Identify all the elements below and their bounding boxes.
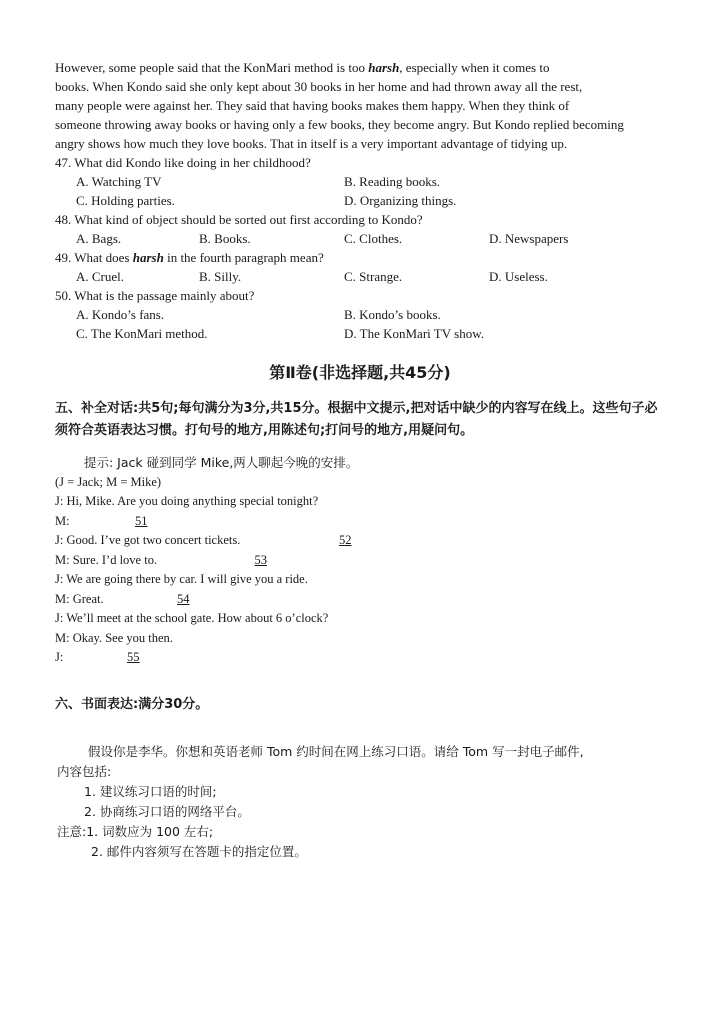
section-5-heading: 五、补全对话:共5句;每句满分为3分,共15分。根据中文提示,把对话中缺少的内容写在线上。这些句子必须符合英语表达习惯。打句号的地方,用陈述句;打问号的地方,用疑问句。	[55, 401, 658, 438]
dialogue-line-3: J: Good. I’ve got two concert tickets. 52	[55, 531, 240, 550]
question-50-stem: 50. What is the passage mainly about?	[55, 288, 255, 303]
writing-prompt-line-1: 假设你是李华。你想和英语老师 Tom 约时间在网上练习口语。请给 Tom 写一封电子邮件,	[88, 744, 584, 759]
q50-option-b[interactable]: B. Kondo’s books.	[344, 307, 441, 322]
dialogue-line-9: J: 55	[55, 648, 63, 667]
section-5-hint: 提示: Jack 碰到同学 Mike,两人聊起今晚的安排。	[84, 455, 359, 470]
section-6-heading: 六、书面表达:满分30分。	[55, 697, 209, 712]
dialogue-line-8: M: Okay. See you then.	[55, 631, 173, 645]
dialogue-line-1: J: Hi, Mike. Are you doing anything special tonight?	[55, 494, 319, 508]
writing-item-2: 2. 协商练习口语的网络平台。	[84, 804, 250, 819]
q48-option-b[interactable]: B. Books.	[199, 231, 251, 246]
q48-option-a[interactable]: A. Bags.	[76, 231, 122, 246]
passage-line-5: angry shows how much they love books. That in itself is a very important advantage of tidying up.	[55, 136, 568, 151]
q48-option-c[interactable]: C. Clothes.	[344, 231, 403, 246]
q47-option-b[interactable]: B. Reading books.	[344, 174, 441, 189]
passage-line-3: many people were against her. They said that having books makes them happy. When they think of	[55, 98, 570, 113]
note-1: 1. 词数应为 100 左右;	[86, 824, 214, 839]
passage-line-4: someone throwing away books or having only a few books, they become angry. But Kondo replied becoming	[55, 117, 624, 132]
writing-notes	[57, 822, 213, 842]
q47-option-c[interactable]: C. Holding parties.	[76, 193, 175, 208]
q48-option-d[interactable]: D. Newspapers	[489, 231, 569, 246]
question-48-stem: 48. What kind of object should be sorted out first according to Kondo?	[55, 212, 423, 227]
q49-stem-pre: 49. What does	[55, 250, 133, 265]
blank-52[interactable]: 52	[339, 533, 352, 547]
blank-55[interactable]: 55	[127, 650, 140, 664]
q50-option-d[interactable]: D. The KonMari TV show.	[344, 326, 484, 341]
q50-option-a[interactable]: A. Kondo’s fans.	[76, 307, 165, 322]
blank-53[interactable]: 53	[254, 553, 267, 567]
q49-stem-post: in the fourth paragraph mean?	[163, 250, 324, 265]
notes-label: 注意:	[57, 824, 87, 839]
part-2-title: 第Ⅱ卷(非选择题,共45分)	[269, 363, 451, 382]
question-47-stem: 47. What did Kondo like doing in her childhood?	[55, 155, 311, 170]
q49-stem-keyword: harsh	[132, 250, 164, 265]
q49-option-c[interactable]: C. Strange.	[344, 269, 403, 284]
dialogue-legend: (J = Jack; M = Mike)	[55, 475, 162, 489]
q47-option-a[interactable]: A. Watching TV	[76, 174, 162, 189]
passage-line-2: books. When Kondo said she only kept about 30 books in her home and had thrown away all the rest,	[55, 79, 583, 94]
q49-option-d[interactable]: D. Useless.	[489, 269, 548, 284]
q49-option-a[interactable]: A. Cruel.	[76, 269, 125, 284]
dialogue-line-4: M: Sure. I’d love to. 53	[55, 551, 157, 570]
blank-54[interactable]: 54	[177, 592, 190, 606]
dialogue-line-5: J: We are going there by car. I will give you a ride.	[55, 572, 308, 586]
note-2: 2. 邮件内容须写在答题卡的指定位置。	[91, 844, 307, 859]
writing-prompt-line-2: 内容包括:	[57, 764, 112, 779]
q49-option-b[interactable]: B. Silly.	[199, 269, 242, 284]
writing-item-1: 1. 建议练习口语的时间;	[84, 784, 217, 799]
blank-51[interactable]: 51	[135, 514, 148, 528]
passage-line-1: However, some people said that the KonMari method is too harsh, especially when it comes to	[55, 60, 550, 75]
dialogue-line-2: M: 51	[55, 512, 70, 531]
question-49-stem	[55, 248, 324, 267]
q47-option-d[interactable]: D. Organizing things.	[344, 193, 457, 208]
dialogue-line-7: J: We’ll meet at the school gate. How about 6 o’clock?	[55, 611, 329, 625]
q50-option-c[interactable]: C. The KonMari method.	[76, 326, 208, 341]
dialogue-line-6: M: Great. 54	[55, 590, 104, 609]
